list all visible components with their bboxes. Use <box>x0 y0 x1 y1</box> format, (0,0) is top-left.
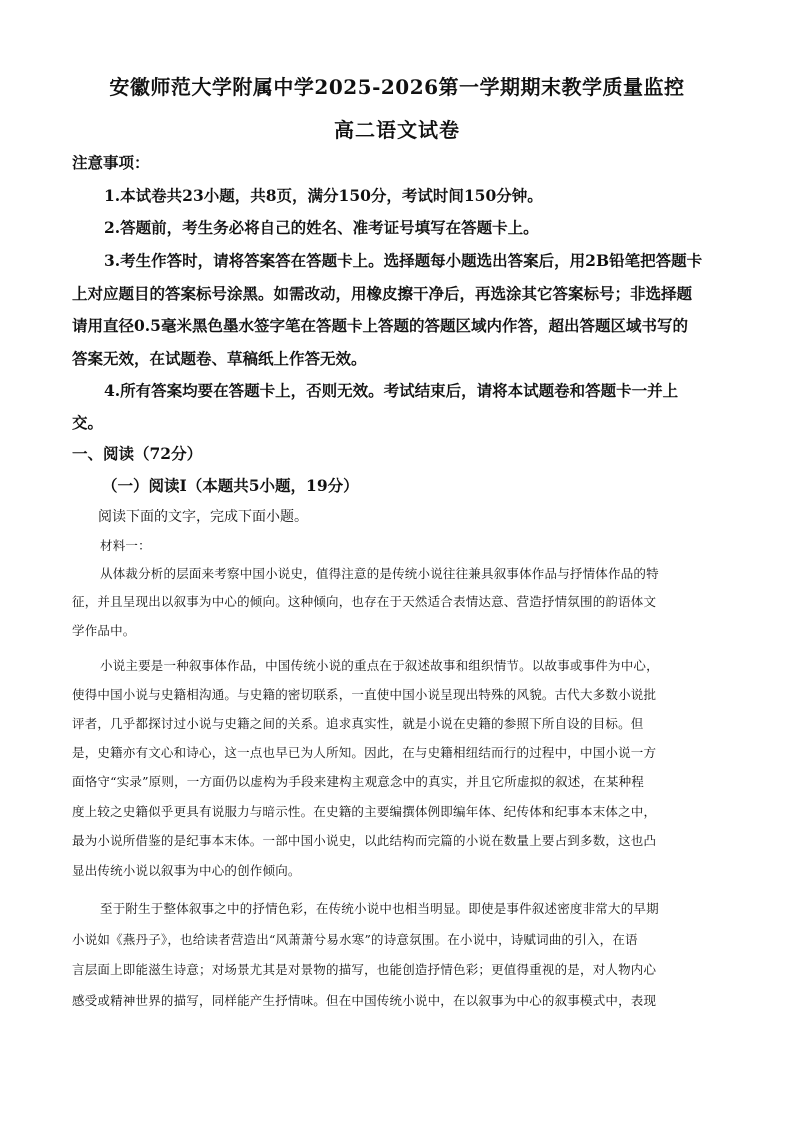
passage-line: 评者，几乎都探讨过小说与史籍之间的关系。追求真实性，就是小说在史籍的参照下所自设的目标。但 <box>72 716 644 731</box>
notice-line: 请用直径0.5毫米黑色墨水签字笔在答题卡上答题的答题区域内作答，超出答题区域书写的 <box>72 316 688 335</box>
passage-line: 面恪守“实录”原则，一方面仍以虚构为手段来建构主观意念中的真实，并且它所虚拟的叙述，在某种程 <box>72 774 644 789</box>
notice-line: 答案无效，在试题卷、草稿纸上作答无效。 <box>72 349 367 368</box>
passage-line: 显出传统小说以叙事为中心的创作倾向。 <box>72 863 301 878</box>
passage-line: 最为小说所借鉴的是纪事本末体。一部中国小说史，以此结构而完篇的小说在数量上要占到多数，这也凸 <box>72 833 657 848</box>
passage-line: 言层面上即能滋生诗意；对场景尤其是对景物的描写，也能创造抒情色彩；更值得重视的是，对人物内心 <box>72 962 657 977</box>
passage-line: 小说主要是一种叙事体作品，中国传统小说的重点在于叙述故事和组织情节。以故事或事件为中心， <box>100 658 659 673</box>
notice-line: 交。 <box>72 413 104 432</box>
notice-line: 3.考生作答时，请将答案答在答题卡上。选择题每小题选出答案后，用2B铅笔把答题卡 <box>104 251 703 270</box>
passage-line: 感受或精神世界的描写，同样能产生抒情味。但在中国传统小说中，在以叙事为中心的叙事模式中，表现 <box>72 993 657 1008</box>
passage-line: 至于附生于整体叙事之中的抒情色彩，在传统小说中也相当明显。即使是事件叙述密度非常大的早期 <box>100 901 659 916</box>
material-label: 材料一： <box>100 538 151 553</box>
notice-line: 1.本试卷共23小题，共8页，满分150分，考试时间150分钟。 <box>104 186 543 205</box>
passage-line: 从体裁分析的层面来考察中国小说史，值得注意的是传统小说往往兼具叙事体作品与抒情体作品的特 <box>100 566 659 581</box>
notice-line: 上对应题目的答案标号涂黑。如需改动，用橡皮擦干净后，再选涂其它答案标号；非选择题 <box>72 284 693 303</box>
passage-line: 征，并且呈现出以叙事为中心的倾向。这种倾向，也存在于天然适合表情达意、营造抒情氛围的韵语体文 <box>72 594 657 609</box>
exam-title: 安徽师范大学附属中学2025-2026第一学期期末教学质量监控 <box>109 75 685 99</box>
exam-subtitle: 高二语文试卷 <box>334 118 460 142</box>
passage-line: 度上较之史籍似乎更具有说服力与暗示性。在史籍的主要编撰体例即编年体、纪传体和纪事本末体之中， <box>72 804 657 819</box>
section-heading: 一、阅读（72分） <box>72 444 203 463</box>
notice-line: 4.所有答案均要在答题卡上，否则无效。考试结束后，请将本试题卷和答题卡一并上 <box>104 381 679 400</box>
notice-line: 2.答题前，考生务必将自己的姓名、准考证号填写在答题卡上。 <box>104 218 539 237</box>
subsection-heading: （一）阅读I（本题共5小题，19分） <box>102 476 359 495</box>
passage-line: 小说如《燕丹子》，也给读者营造出“风萧萧兮易水寒”的诗意氛围。在小说中，诗赋词曲的引入，在语 <box>72 932 638 947</box>
reading-instruction: 阅读下面的文字，完成下面小题。 <box>98 509 308 525</box>
passage-line: 使得中国小说与史籍相沟通。与史籍的密切联系，一直使中国小说呈现出特殊的风貌。古代大多数小说批 <box>72 687 657 702</box>
passage-line: 学作品中。 <box>72 623 136 638</box>
passage-line: 是，史籍亦有文心和诗心，这一点也早已为人所知。因此，在与史籍相纽结而行的过程中，中国小说一方 <box>72 745 657 760</box>
notice-heading: 注意事项： <box>72 153 150 172</box>
